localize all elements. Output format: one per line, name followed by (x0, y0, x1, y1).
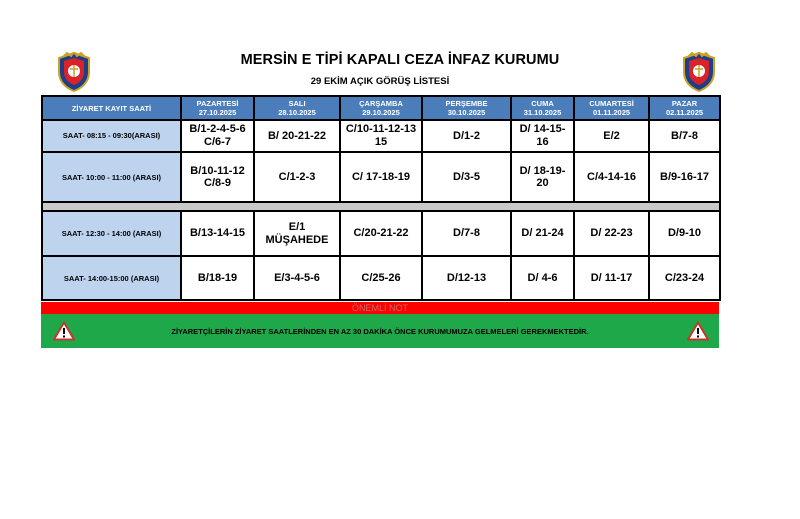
schedule-cell: D/7-8 (422, 211, 511, 256)
warning-triangle-icon (687, 321, 709, 341)
schedule-cell: B/18-19 (181, 256, 254, 300)
time-slot-label: SAAT- 12:30 - 14:00 (ARASI) (42, 211, 181, 256)
schedule-cell: E/2 (574, 120, 649, 152)
day-header: PAZARTESİ 27.10.2025 (181, 96, 254, 120)
table-separator-row (42, 202, 720, 211)
schedule-cell: D/ 14-15- 16 (511, 120, 574, 152)
time-slot-label: SAAT- 10:00 - 11:00 (ARASI) (42, 152, 181, 202)
separator-cell (42, 202, 720, 211)
schedule-cell: D/12-13 (422, 256, 511, 300)
schedule-cell: B/10-11-12 C/8-9 (181, 152, 254, 202)
schedule-cell: D/ 21-24 (511, 211, 574, 256)
schedule-cell: C/25-26 (340, 256, 422, 300)
schedule-cell: D/9-10 (649, 211, 720, 256)
day-header: PAZAR 02.11.2025 (649, 96, 720, 120)
schedule-cell: B/7-8 (649, 120, 720, 152)
schedule-cell: B/9-16-17 (649, 152, 720, 202)
table-row (42, 120, 720, 152)
table-row (42, 256, 720, 300)
table-row (42, 152, 720, 202)
warning-banner (41, 314, 719, 348)
table-header-row (42, 96, 720, 120)
day-header: CUMARTESİ 01.11.2025 (574, 96, 649, 120)
schedule-cell: E/1 MÜŞAHEDE (254, 211, 340, 256)
schedule-cell: D/ 11-17 (574, 256, 649, 300)
time-slot-label: SAAT- 08:15 - 09:30(ARASI) (42, 120, 181, 152)
schedule-cell: C/23-24 (649, 256, 720, 300)
day-header: CUMA 31.10.2025 (511, 96, 574, 120)
schedule-cell: D/1-2 (422, 120, 511, 152)
schedule-cell: B/ 20-21-22 (254, 120, 340, 152)
schedule-cell: D/ 22-23 (574, 211, 649, 256)
day-header: ÇARŞAMBA 29.10.2025 (340, 96, 422, 120)
schedule-cell: C/4-14-16 (574, 152, 649, 202)
corner-header: ZİYARET KAYIT SAATİ (42, 96, 181, 120)
time-slot-label: SAAT- 14:00-15:00 (ARASI) (42, 256, 181, 300)
schedule-cell: C/10-11-12-13 15 (340, 120, 422, 152)
page-subtitle: 29 EKİM AÇIK GÖRÜŞ LİSTESİ (310, 76, 450, 87)
table-row (42, 211, 720, 256)
schedule-cell: D/ 4-6 (511, 256, 574, 300)
schedule-cell: C/1-2-3 (254, 152, 340, 202)
schedule-cell: C/ 17-18-19 (340, 152, 422, 202)
schedule-cell: B/1-2-4-5-6 C/6-7 (181, 120, 254, 152)
schedule-cell: D/ 18-19- 20 (511, 152, 574, 202)
schedule-cell: C/20-21-22 (340, 211, 422, 256)
schedule-cell: D/3-5 (422, 152, 511, 202)
schedule-cell: B/13-14-15 (181, 211, 254, 256)
important-note-label: ÖNEMLİ NOT (41, 302, 719, 314)
schedule-cell: E/3-4-5-6 (254, 256, 340, 300)
day-header: PERŞEMBE 30.10.2025 (422, 96, 511, 120)
day-header: SALI 28.10.2025 (254, 96, 340, 120)
warning-message: ZİYARETÇİLERİN ZİYARET SAATLERİNDEN EN AZ 30 DAKİKA ÖNCE KURUMUMUZA GELMELERİ GEREKMEKTEDİR. (171, 327, 589, 336)
page-title: MERSİN E TİPİ KAPALI CEZA İNFAZ KURUMU (240, 52, 560, 68)
visit-schedule-table (41, 95, 721, 301)
